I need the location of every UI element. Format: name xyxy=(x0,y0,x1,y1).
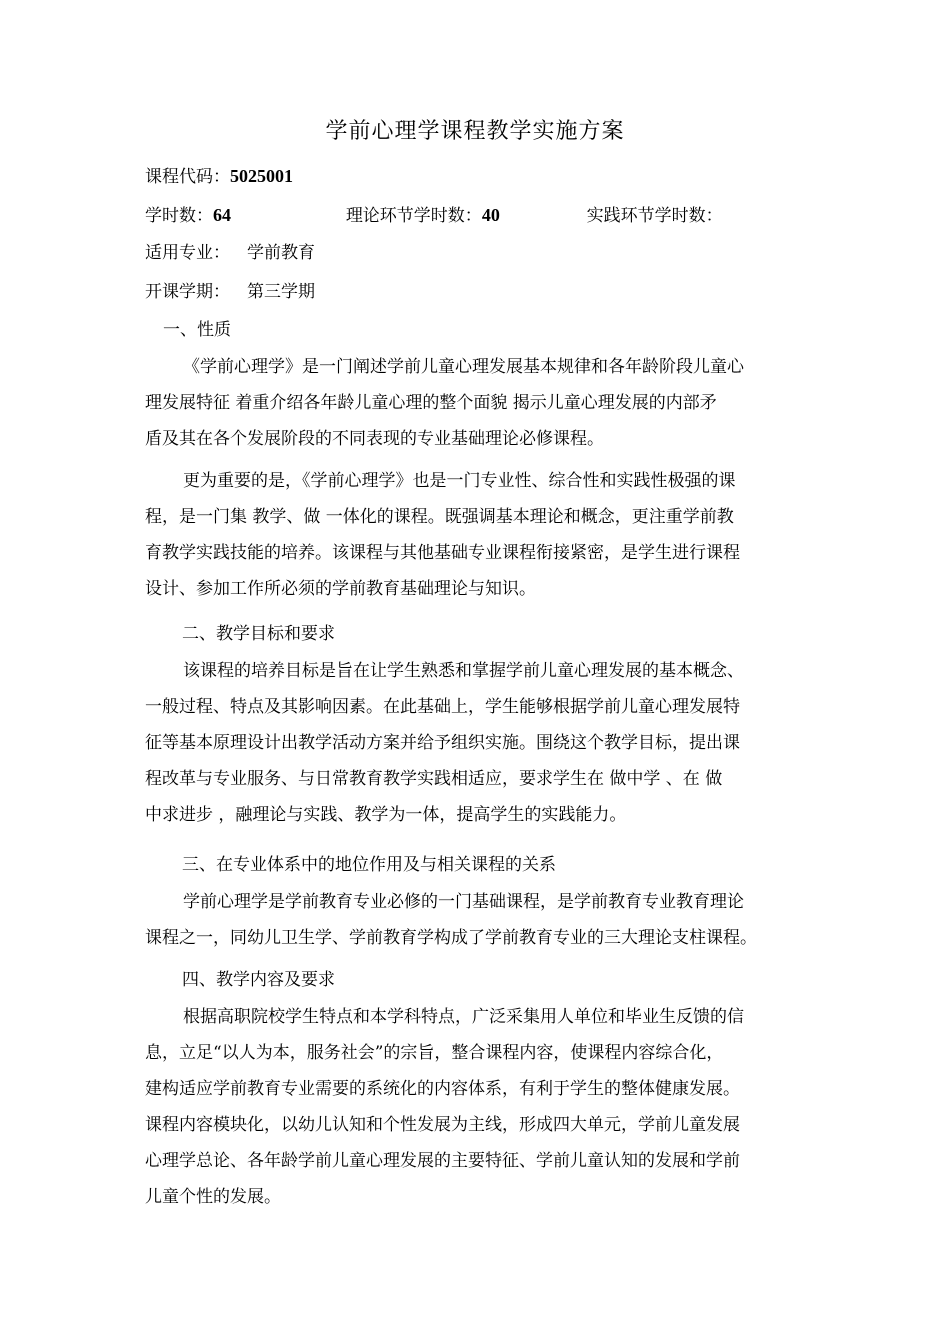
course-code-line xyxy=(145,164,293,189)
text-line: 程改革与专业服务、与日常教育教学实践相适应，要求学生在 做中学 、在 做 xyxy=(145,769,723,789)
text-line: 课程之一，同幼儿卫生学、学前教育学构成了学前教育专业的三大理论支柱课程。 xyxy=(145,928,757,948)
text-line: 儿童个性的发展。 xyxy=(145,1187,281,1207)
course-code-label: 课程代码： xyxy=(145,167,230,187)
hours-line xyxy=(145,203,723,228)
paragraph-content xyxy=(145,999,810,1215)
section-heading-position: 三、在专业体系中的地位作用及与相关课程的关系 xyxy=(182,855,556,875)
text-line: 理发展特征 着重介绍各年龄儿童心理的整个面貌 揭示儿童心理发展的内部矛 xyxy=(145,393,717,413)
term-line xyxy=(145,280,315,304)
section-heading-nature: 一、性质 xyxy=(163,320,231,340)
total-hours-label: 学时数： xyxy=(145,206,213,226)
text-line: 更为重要的是，《学前心理学》也是一门专业性、综合性和实践性极强的课 xyxy=(183,471,736,491)
text-line: 征等基本原理设计出教学活动方案并给予组织实施。围绕这个教学目标，提出课 xyxy=(145,733,740,753)
text-line: 育教学实践技能的培养。该课程与其他基础专业课程衔接紧密，是学生进行课程 xyxy=(145,543,740,563)
text-line: 设计、参加工作所必须的学前教育基础理论与知识。 xyxy=(145,579,536,599)
term-label: 开课学期： xyxy=(145,282,230,302)
text-line: 建构适应学前教育专业需要的系统化的内容体系，有利于学生的整体健康发展。 xyxy=(145,1079,740,1099)
text-line: 根据高职院校学生特点和本学科特点，广泛采集用人单位和毕业生反馈的信 xyxy=(183,1007,744,1027)
paragraph-goals xyxy=(145,653,810,833)
paragraph-position xyxy=(145,884,810,956)
major-label: 适用专业： xyxy=(145,243,230,263)
theory-hours-value: 40 xyxy=(481,205,500,225)
paragraph-nature-2 xyxy=(145,463,810,607)
text-line: 一般过程、特点及其影响因素。在此基础上，学生能够根据学前儿童心理发展特 xyxy=(145,697,740,717)
text-line: 《学前心理学》是一门阐述学前儿童心理发展基本规律和各年龄阶段儿童心 xyxy=(183,357,744,377)
course-code-value: 5025001 xyxy=(230,166,293,186)
section-heading-content: 四、教学内容及要求 xyxy=(182,970,335,990)
text-line: 程，是一门集 教学、做 一体化的课程。既强调基本理论和概念，更注重学前教 xyxy=(145,507,734,527)
major-value: 学前教育 xyxy=(247,243,315,263)
text-line: 该课程的培养目标是旨在让学生熟悉和掌握学前儿童心理发展的基本概念、 xyxy=(183,661,744,681)
text-line: 中求进步 ，融理论与实践、教学为一体，提高学生的实践能力。 xyxy=(145,805,627,825)
document-title: 学前心理学课程教学实施方案 xyxy=(325,119,625,144)
text-line: 学前心理学是学前教育专业必修的一门基础课程，是学前教育专业教育理论 xyxy=(183,892,744,912)
theory-hours-label: 理论环节学时数： xyxy=(345,206,482,226)
practice-hours-label: 实践环节学时数： xyxy=(586,206,723,226)
section-heading-goals: 二、教学目标和要求 xyxy=(182,624,335,644)
text-line: 心理学总论、各年龄学前儿童心理发展的主要特征、学前儿童认知的发展和学前 xyxy=(145,1151,740,1171)
text-line: 课程内容模块化，以幼儿认知和个性发展为主线，形成四大单元，学前儿童发展 xyxy=(145,1115,740,1135)
text-line: 盾及其在各个发展阶段的不同表现的专业基础理论必修课程。 xyxy=(145,429,604,449)
term-value: 第三学期 xyxy=(247,282,315,302)
paragraph-nature-1 xyxy=(145,349,810,457)
text-line: 息，立足“以人为本，服务社会”的宗旨，整合课程内容，使课程内容综合化， xyxy=(145,1043,724,1063)
major-line xyxy=(145,241,315,265)
total-hours-value: 64 xyxy=(213,205,231,225)
